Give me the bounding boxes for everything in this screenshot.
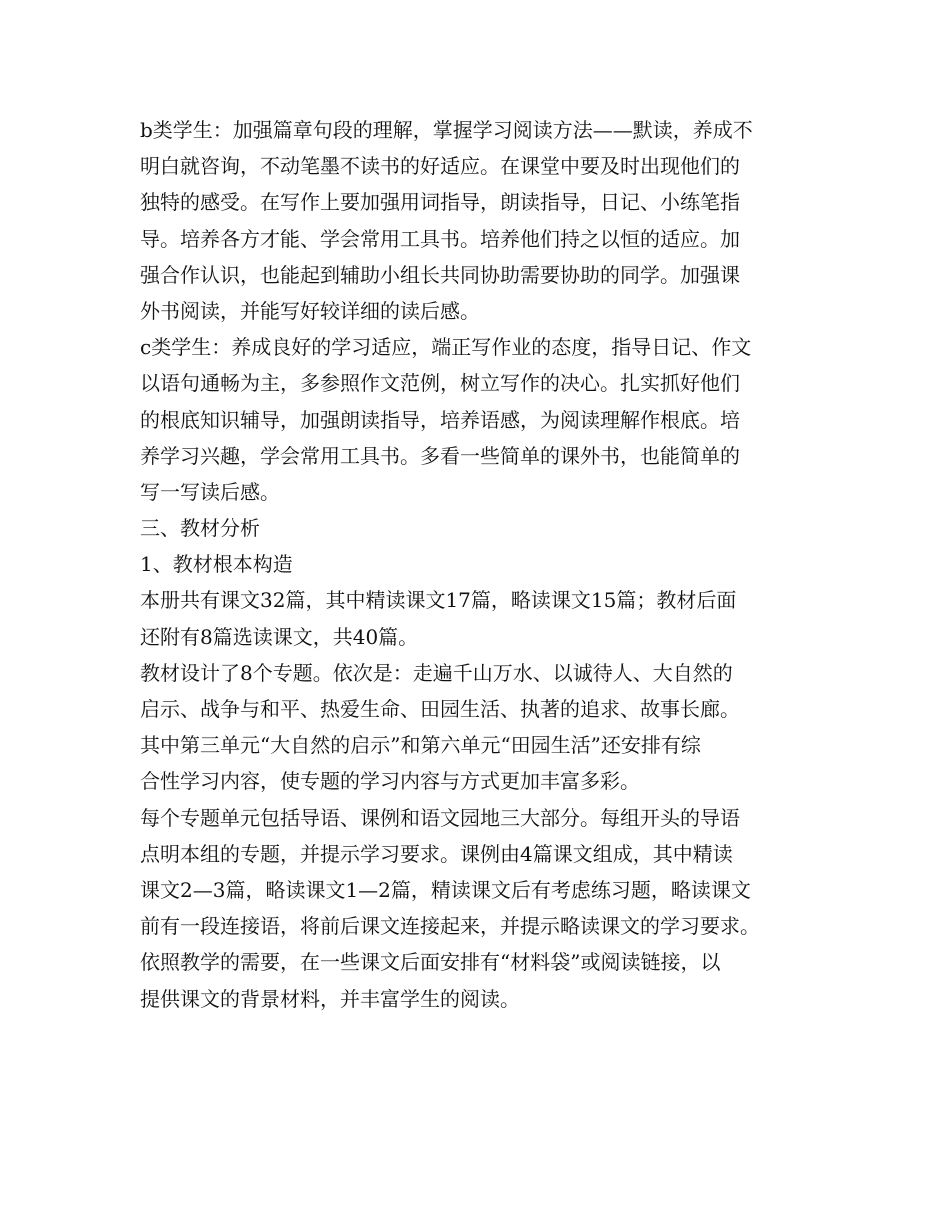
- text-line: 导。培养各方才能、学会常用工具书。培养他们持之以恒的适应。加: [140, 226, 740, 251]
- text-line: 以语句通畅为主，多参照作文范例，树立写作的决心。扎实抓好他们: [140, 371, 740, 396]
- text-line: 每个专题单元包括导语、课例和语文园地三大部分。每组开头的导语: [140, 805, 740, 830]
- text-line: 还附有8篇选读课文，共40篇。: [140, 624, 419, 649]
- text-line: 合性学习内容，使专题的学习内容与方式更加丰富多彩。: [140, 769, 640, 794]
- text-line: b类学生：加强篇章句段的理解，掌握学习阅读方法——默读，养成不: [140, 118, 753, 142]
- subsection-heading: 1、教材根本构造: [140, 552, 293, 577]
- text-line: 外书阅读，并能写好较详细的读后感。: [140, 298, 480, 323]
- text-line: 独特的感受。在写作上要加强用词指导，朗读指导，日记、小练笔指: [140, 190, 740, 215]
- text-line: 课文2—3篇，略读课文1—2篇，精读课文后有考虑练习题，略读课文: [140, 877, 751, 902]
- text-line: 养学习兴趣，学会常用工具书。多看一些简单的课外书，也能简单的: [140, 443, 740, 468]
- text-line: 本册共有课文32篇，其中精读课文17篇，略读课文15篇；教材后面: [140, 588, 737, 613]
- text-line: 明白就咨询，不动笔墨不读书的好适应。在课堂中要及时出现他们的: [140, 154, 740, 179]
- text-line: 提供课文的背景材料，并丰富学生的阅读。: [140, 986, 520, 1011]
- text-line: 强合作认识，也能起到辅助小组长共同协助需要协助的同学。加强课: [140, 262, 740, 287]
- text-line: 的根底知识辅导，加强朗读指导，培养语感，为阅读理解作根底。培: [140, 407, 740, 432]
- text-line: 写一写读后感。: [140, 479, 280, 504]
- document-body: [140, 112, 840, 1017]
- text-line: 点明本组的专题，并提示学习要求。课例由4篇课文组成，其中精读: [140, 841, 733, 866]
- text-line: c类学生：养成良好的学习适应，端正写作业的态度，指导日记、作文: [140, 335, 752, 360]
- text-line: 依照教学的需要，在一些课文后面安排有“材料袋”或阅读链接，以: [140, 950, 721, 975]
- text-line: 前有一段连接语，将前后课文连接起来，并提示略读课文的学习要求。: [140, 914, 760, 939]
- text-line: 启示、战争与和平、热爱生命、田园生活、执著的追求、故事长廊。: [140, 697, 740, 721]
- text-line: 其中第三单元“大自然的启示”和第六单元“田园生活”还安排有综: [140, 733, 701, 758]
- section-heading: 三、教材分析: [140, 516, 260, 541]
- text-line: 教材设计了8个专题。依次是：走遍千山万水、以诚待人、大自然的: [140, 660, 733, 685]
